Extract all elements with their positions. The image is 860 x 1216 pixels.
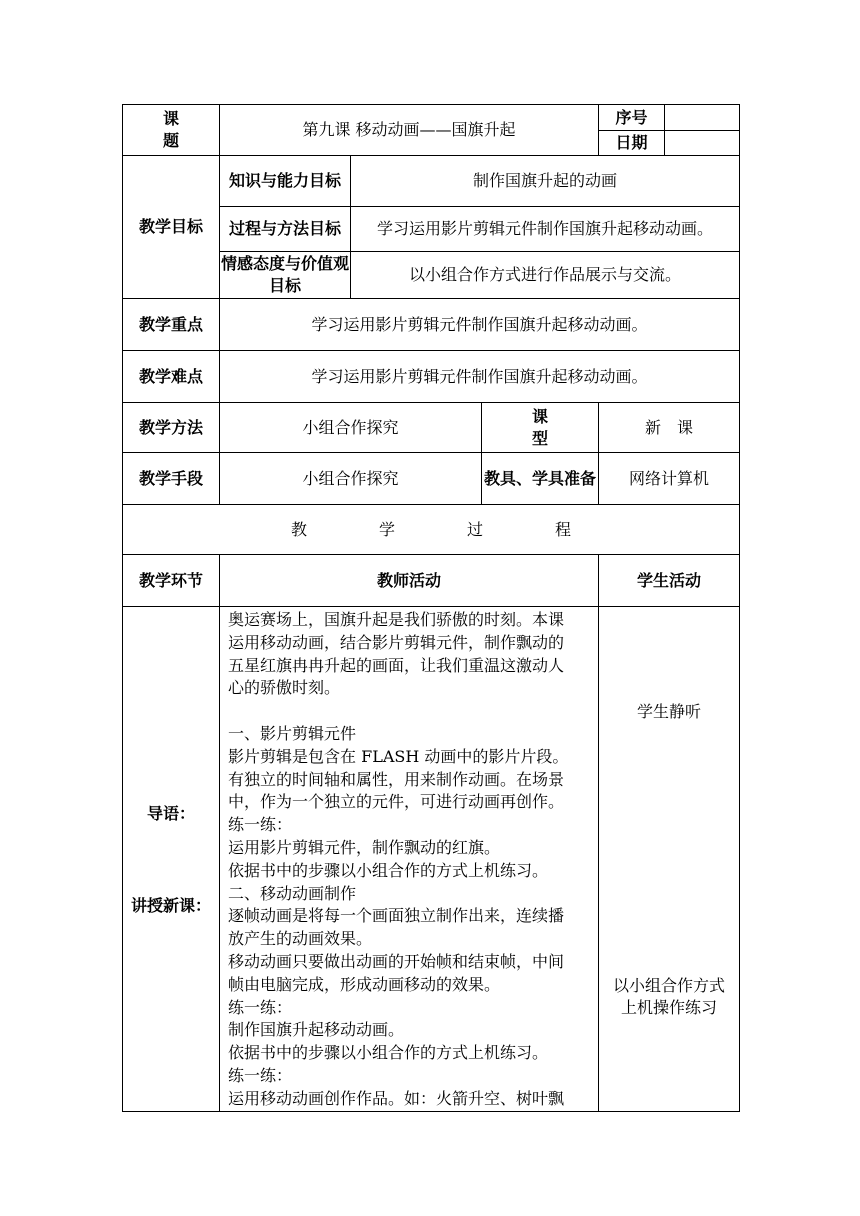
objective-label-process: 过程与方法目标 bbox=[220, 207, 351, 252]
teacher-line: 练一练： bbox=[228, 1065, 293, 1085]
teacher-line: 依据书中的步骤以小组合作的方式上机练习。 bbox=[228, 860, 549, 880]
tools-label: 教具、学具准备 bbox=[482, 453, 599, 505]
key-point-label: 教学重点 bbox=[123, 299, 220, 351]
teacher-line: 练一练： bbox=[228, 815, 293, 835]
date-value bbox=[665, 131, 740, 156]
seq-label: 序号 bbox=[599, 105, 665, 131]
lesson-plan-table bbox=[122, 104, 740, 1112]
teacher-line: 有独立的时间轴和属性，用来制作动画。在场景 bbox=[228, 769, 565, 789]
teacher-line: 依据书中的步骤以小组合作的方式上机练习。 bbox=[228, 1043, 549, 1063]
student-item-listen: 学生静听 bbox=[637, 701, 702, 721]
lesson-type-value: 新 课 bbox=[599, 403, 740, 453]
objective-value-attitude: 以小组合作方式进行作品展示与交流。 bbox=[351, 252, 740, 299]
topic-value: 第九课 移动动画——国旗升起 bbox=[220, 105, 599, 156]
teacher-line: 放产生的动画效果。 bbox=[228, 929, 373, 949]
objective-label-attitude: 情感态度与价值观目标 bbox=[220, 252, 351, 299]
stage-intro-label: 导语： bbox=[146, 803, 195, 823]
difficulty-label: 教学难点 bbox=[123, 351, 220, 403]
difficulty-value: 学习运用影片剪辑元件制作国旗升起移动动画。 bbox=[220, 351, 740, 403]
teacher-line: 五星红旗冉冉升起的画面，让我们重温这激动人 bbox=[228, 655, 565, 675]
means-label: 教学手段 bbox=[123, 453, 220, 505]
teacher-line: 运用移动动画创作作品。如：火箭升空、树叶飘 bbox=[228, 1088, 565, 1108]
teacher-line: 逐帧动画是将每一个画面独立制作出来，连续播 bbox=[228, 906, 565, 926]
date-label: 日期 bbox=[599, 131, 665, 156]
stage-column bbox=[123, 607, 220, 1112]
teacher-activity bbox=[220, 607, 599, 1112]
teacher-line: 影片剪辑是包含在 FLASH 动画中的影片片段。 bbox=[228, 746, 569, 766]
tools-value: 网络计算机 bbox=[599, 453, 740, 505]
process-title: 教 学 过 程 bbox=[123, 505, 740, 555]
teacher-header: 教师活动 bbox=[220, 555, 599, 607]
teacher-line: 移动动画只要做出动画的开始帧和结束帧，中间 bbox=[228, 951, 565, 971]
topic-label: 课 题 bbox=[123, 105, 220, 156]
objectives-label: 教学目标 bbox=[123, 156, 220, 299]
teacher-line: 奥运赛场上，国旗升起是我们骄傲的时刻。本课 bbox=[228, 610, 565, 629]
teacher-line: 二、移动动画制作 bbox=[228, 883, 357, 903]
teacher-line: 帧由电脑完成，形成动画移动的效果。 bbox=[228, 974, 501, 994]
student-activity bbox=[599, 607, 740, 1112]
method-value: 小组合作探究 bbox=[220, 403, 482, 453]
teacher-line: 心的骄傲时刻。 bbox=[228, 678, 341, 698]
objective-label-knowledge: 知识与能力目标 bbox=[220, 156, 351, 207]
teacher-line-blank bbox=[228, 700, 592, 723]
seq-value bbox=[665, 105, 740, 131]
method-label: 教学方法 bbox=[123, 403, 220, 453]
student-item-practice: 以小组合作方式上机操作练习 bbox=[613, 975, 726, 1017]
objective-value-process: 学习运用影片剪辑元件制作国旗升起移动动画。 bbox=[351, 207, 740, 252]
stage-new-lesson-label: 讲授新课： bbox=[130, 895, 211, 915]
teacher-line: 练一练： bbox=[228, 997, 293, 1017]
means-value: 小组合作探究 bbox=[220, 453, 482, 505]
objective-value-knowledge: 制作国旗升起的动画 bbox=[351, 156, 740, 207]
student-header: 学生活动 bbox=[599, 555, 740, 607]
teacher-line: 一、影片剪辑元件 bbox=[228, 723, 357, 743]
lesson-type-label: 课 型 bbox=[482, 403, 599, 453]
key-point-value: 学习运用影片剪辑元件制作国旗升起移动动画。 bbox=[220, 299, 740, 351]
teacher-line: 制作国旗升起移动动画。 bbox=[228, 1020, 405, 1040]
teacher-line: 运用影片剪辑元件，制作飘动的红旗。 bbox=[228, 837, 501, 857]
teacher-line: 运用移动动画，结合影片剪辑元件，制作飘动的 bbox=[228, 632, 565, 652]
stage-header: 教学环节 bbox=[123, 555, 220, 607]
teacher-line: 中，作为一个独立的元件，可进行动画再创作。 bbox=[228, 792, 565, 812]
